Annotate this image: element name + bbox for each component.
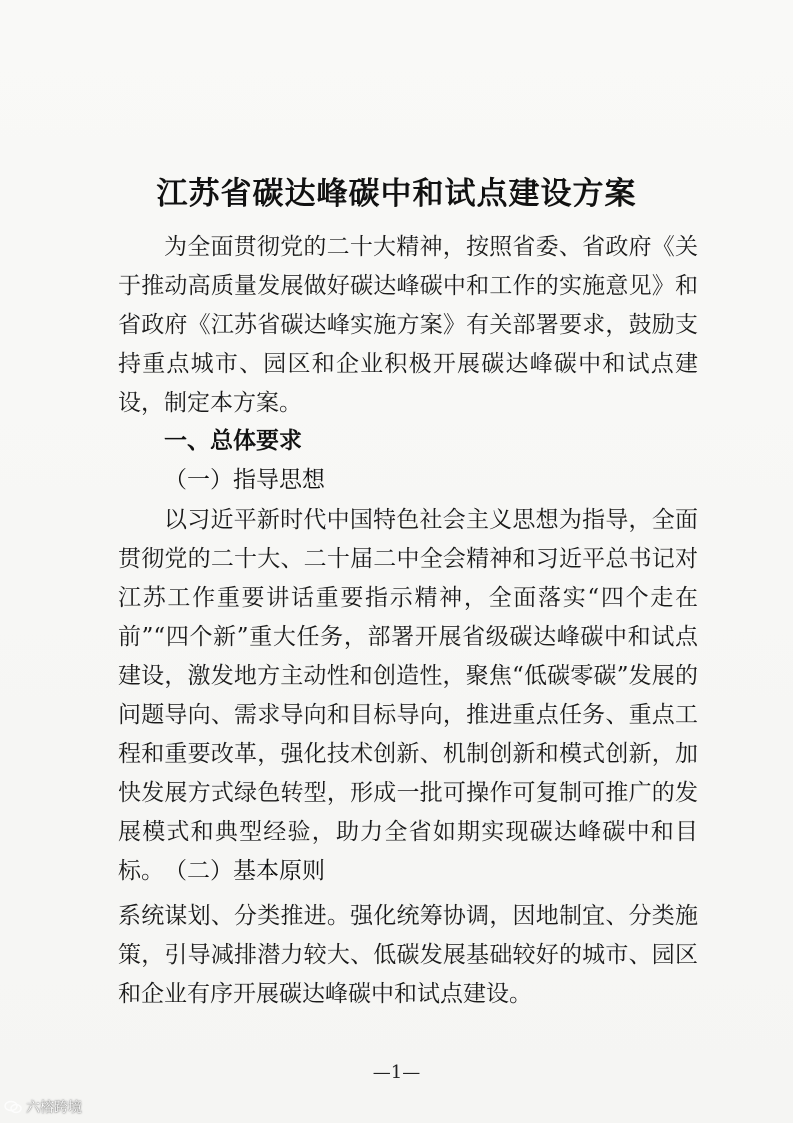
section-heading-general-requirements: 一、总体要求 bbox=[164, 427, 302, 454]
watermark bbox=[4, 1097, 82, 1117]
document-title: 江苏省碳达峰碳中和试点建设方案 bbox=[156, 176, 637, 212]
watermark-text: 六榕跨境 bbox=[26, 1100, 82, 1116]
subsection-heading-guiding-ideology: （一）指导思想 bbox=[164, 467, 325, 493]
chat-logo-icon bbox=[4, 1100, 22, 1114]
basic-principles-paragraph: 系统谋划、分类推进。强化统筹协调，因地制宜、分类施策，引导减排潜力较大、低碳发展基础较好的城市、园区和企业有序开展碳达峰碳中和试点建设。 bbox=[118, 903, 698, 1007]
subsection-heading-basic-principles: （二）基本原则 bbox=[164, 858, 325, 884]
guiding-ideology-paragraph: 以习近平新时代中国特色社会主义思想为指导，全面贯彻党的二十大、二十届二中全会精神和习近平总书记对江苏工作重要讲话重要指示精神，全面落实“四个走在前”“四个新”重大任务，部署开展省级碳达峰碳中和试点建设，激发地方主动性和创造性，聚焦“低碳零碳”发展的问题导向、需求导向和目标导向，推进重点任务、重点工程和重要改革，强化技术创新、机制创新和模式创新，加快发展方式绿色转型，形成一批可操作可复制可推广的发展模式和典型经验，助力全省如期实现碳达峰碳中和目标。 bbox=[118, 507, 698, 884]
intro-paragraph: 为全面贯彻党的二十大精神，按照省委、省政府《关于推动高质量发展做好碳达峰碳中和工作的实施意见》和省政府《江苏省碳达峰实施方案》有关部署要求，鼓励支持重点城市、园区和企业积极开展碳达峰碳中和试点建设，制定本方案。 bbox=[118, 234, 698, 416]
page-number: —1— bbox=[372, 1062, 421, 1083]
